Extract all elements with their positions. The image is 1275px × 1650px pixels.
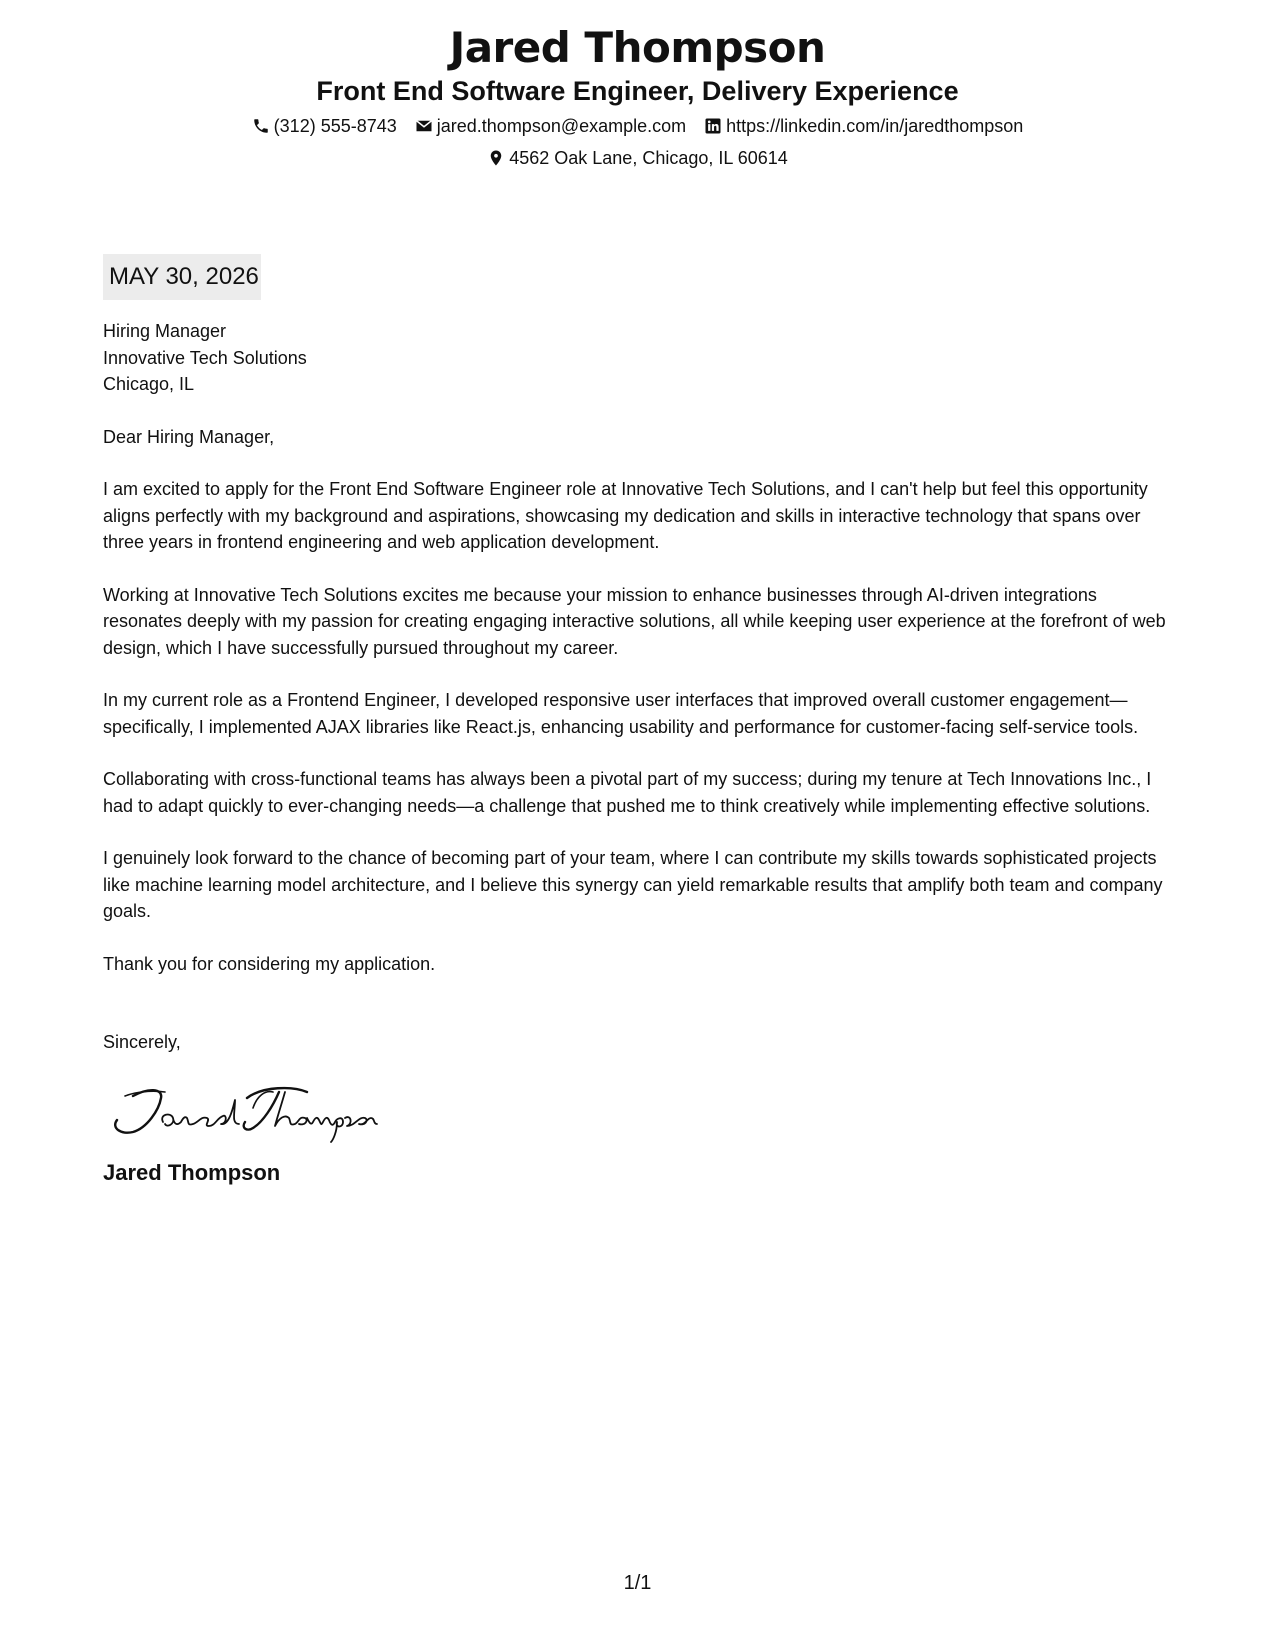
page-number: 1/1 <box>623 1572 652 1594</box>
body-paragraph: In my current role as a Frontend Engineer, I developed responsive user interfaces that improved overall customer engagement—specifically, I implemented AJAX libraries like React.js, enhancing usability and performance for customer-facing self-service tools. <box>103 690 1139 737</box>
letter-body <box>103 254 1173 1188</box>
postal-address: 4562 Oak Lane, Chicago, IL 60614 <box>509 148 788 168</box>
phone-number[interactable]: (312) 555-8743 <box>273 116 397 136</box>
body-paragraph: Working at Innovative Tech Solutions excites me because your mission to enhance businesses through AI-driven integrations resonates deeply with my passion for creating engaging interactive solutions, all while keeping user experience at the forefront of web design, which I have successfully pursued throughout my career. <box>103 584 1166 658</box>
recipient-line: Chicago, IL <box>103 374 195 394</box>
email-address[interactable]: jared.thompson@example.com <box>436 116 687 136</box>
contact-phone <box>252 114 397 138</box>
recipient-block <box>103 318 1173 398</box>
phone-icon <box>252 117 270 135</box>
map-marker-icon <box>487 149 505 167</box>
recipient-line: Innovative Tech Solutions <box>103 347 307 368</box>
recipient-line: Hiring Manager <box>103 321 227 341</box>
body-paragraph: Thank you for considering my application. <box>103 953 436 974</box>
applicant-job-title: Front End Software Engineer, Delivery Experience <box>316 76 959 106</box>
handwritten-signature <box>103 1078 383 1148</box>
body-paragraph: I am excited to apply for the Front End Software Engineer role at Innovative Tech Solutions, and I can't help but feel this opportunity aligns perfectly with my background and aspirations, showcasing my dedication and skills in interactive technology that spans over three years in frontend engineering and web application development. <box>103 479 1148 552</box>
contact-linkedin <box>704 114 1023 138</box>
contact-email <box>415 114 686 138</box>
address-row <box>0 146 1275 170</box>
body-paragraph: I genuinely look forward to the chance of becoming part of your team, where I can contribute my skills towards sophisticated projects like machine learning model architecture, and I believe this synergy can yield remarkable results that amplify both team and company goals. <box>103 848 1163 921</box>
closing: Sincerely, <box>103 1032 181 1052</box>
letter-date: MAY 30, 2026 <box>103 254 261 300</box>
linkedin-icon <box>704 117 722 135</box>
letterhead <box>0 22 1275 170</box>
salutation: Dear Hiring Manager, <box>103 426 275 447</box>
body-paragraph: Collaborating with cross-functional teams has always been a pivotal part of my success; during my tenure at Tech Innovations Inc., I had to adapt quickly to ever-changing needs—a challenge that pushed me to think creatively while implementing effective solutions. <box>103 769 1152 816</box>
applicant-name: Jared Thompson <box>449 23 826 72</box>
contact-row <box>0 114 1275 138</box>
signer-name: Jared Thompson <box>103 1159 281 1185</box>
contact-address <box>487 146 788 170</box>
envelope-icon <box>415 117 433 135</box>
linkedin-url[interactable]: https://linkedin.com/in/jaredthompson <box>726 116 1024 136</box>
